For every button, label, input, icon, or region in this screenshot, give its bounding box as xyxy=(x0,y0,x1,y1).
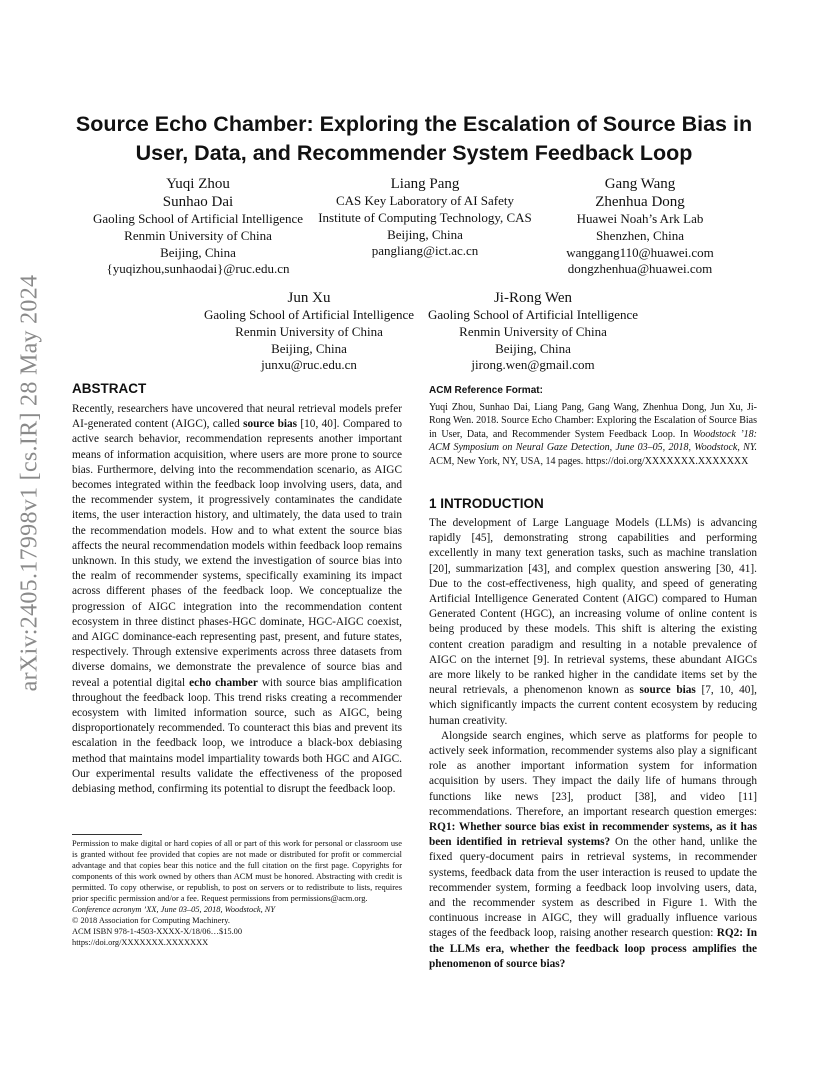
author-name: Ji-Rong Wen xyxy=(493,290,573,306)
arxiv-identifier-text: arXiv:2405.17998v1 [cs.IR] 28 May 2024 xyxy=(16,274,43,692)
acm-reference-format xyxy=(429,384,757,468)
author-email: pangliang@ict.ac.cn xyxy=(371,243,479,259)
author-location: Shenzhen, China xyxy=(595,227,685,243)
reference-venue: Woodstock ’18: ACM Symposium on Neural Gaze Detection, June 03–05, 2018, Woodstock, NY. xyxy=(429,428,757,453)
introduction-body xyxy=(429,516,757,972)
research-question-2: RQ2: In the LLMs era, whether the feedback loop process amplifies the phenomenon of source bias? xyxy=(429,927,758,970)
author-institution: Renmin University of China xyxy=(124,227,272,243)
echo-chamber-term: echo chamber xyxy=(189,676,258,689)
copyright-line: © 2018 Association for Computing Machinery. xyxy=(72,916,230,925)
source-bias-term: source bias xyxy=(243,418,298,431)
author-email: jirong.wen@gmail.com xyxy=(471,357,595,373)
author-location: Beijing, China xyxy=(495,340,571,356)
author-affiliation: Huawei Noah’s Ark Lab xyxy=(576,211,704,226)
author-name: Yuqi Zhou xyxy=(166,176,230,192)
introduction-paragraph-2 xyxy=(429,729,757,972)
author-location: Beijing, China xyxy=(387,226,463,242)
source-bias-term: source bias xyxy=(639,684,696,697)
author-block-wen xyxy=(420,289,646,374)
intro-text: [7, 10, 40], which significantly impacts the current content ecosystem by reducing human creativity. xyxy=(429,684,757,727)
intro-text: On the other hand, unlike the fixed query-document pairs in retrieval systems, in recommender systems, feedback data from the user interaction is reused to update the recommender system, forming a feedback loop involving users, data, and the recommender system as described in Figure 1. With the continuous increase in AIGC, they will gradually influence various stages of the feedback loop, raising another research question: xyxy=(429,836,757,940)
author-block-zhou-dai xyxy=(85,175,311,278)
author-email: wanggang110@huawei.com xyxy=(566,244,714,260)
research-question-1: RQ1: Whether source bias exist in recommender systems, as it has been identified in retrieval systems? xyxy=(429,821,757,849)
abstract-text: Recently, researchers have uncovered that neural retrieval models prefer AI-generated content (AIGC), called xyxy=(72,403,402,431)
abstract-paragraph xyxy=(72,402,402,797)
introduction-paragraph-1 xyxy=(429,516,757,729)
author-name: Sunhao Dai xyxy=(162,194,234,210)
intro-text: The development of Large Language Models (LLMs) is advancing rapidly [45], demonstrating strong capabilities and performing excellently in many text generation tasks, such as machine translation [20], summarization [43], and complex question answering [30, 41]. Due to the cost-effectiveness, high quality, and speed of generating Artificial Intelligence Generated Content (AIGC) compared to Human Generated Content (HGC), an increasing volume of online content is being produced by these models. This shift is altering the existing content creation paradigm and resulting in a notable prevalence of AIGC on the internet [9]. In retrieval systems, these abundant AIGCs are more likely to be ranked higher in the candidate items set by the neural retrievals, a phenomenon known as xyxy=(429,517,757,697)
author-name: Gang Wang xyxy=(604,176,676,192)
author-email: dongzhenhua@huawei.com xyxy=(567,261,713,277)
author-affiliation: Gaoling School of Artificial Intelligence xyxy=(427,307,639,322)
author-block-wang-dong xyxy=(545,175,735,278)
arxiv-identifier-stamp xyxy=(0,0,60,1072)
abstract-text: with source bias amplification throughout the feedback loop. This trend risks creating a recommender ecosystem with limited information source, such as AIGC, being disproportionately recommended. To counteract this bias and prevent its escalation in the feedback loop, we introduce a black-box debiasing method that maintains model impartiality towards both HGC and AIGC. Our experimental results validate the effectiveness of the proposed debiasing method, confirming its potential to disrupt the feedback loop. xyxy=(72,676,403,796)
author-institution: Institute of Computing Technology, CAS xyxy=(318,209,532,225)
abstract-body xyxy=(72,402,402,797)
abstract-text: [10, 40]. Compared to active search behavior, recommendation represents another important means of information acquisition, where users are more prone to source bias. Furthermore, delving into the recommendation scenario, as AIGC becomes integrated within the feedback loop involving users, data, and the recommender system, it progressively contaminates the candidate items, the user interaction history, and ultimately, the data used to train the recommendation models. How and to what extent the source bias affects the neural recommendation models within feedback loop remains unknown. In this study, we extend the investigation of source bias into the realm of recommender systems, specifically examining its impact across different phases of the feedback loop. We conceptualize the progression of AIGC integration into the recommendation content ecosystem in three distinct phases-HGC dominate, HGC-AIGC coexist, and AIGC dominance-each representing past, present, and future states, respectively. Through extensive experiments across three datasets from diverse domains, we demonstrate the prevalence of source bias and reveal a potential digital xyxy=(72,418,402,689)
author-email: {yuqizhou,sunhaodai}@ruc.edu.cn xyxy=(106,261,290,277)
introduction-heading: 1 INTRODUCTION xyxy=(429,496,544,511)
paper-title xyxy=(60,110,768,168)
author-block-xu xyxy=(196,289,422,374)
author-affiliation: CAS Key Laboratory of AI Safety xyxy=(336,193,514,208)
reference-text: Yuqi Zhou, Sunhao Dai, Liang Pang, Gang Wang, Zhenhua Dong, Jun Xu, Ji-Rong Wen. 2018. Source Echo Chamber: Exploring the Escalation of Source Bias in User, Data, and Recommender System Feedback Loop. In xyxy=(429,401,757,440)
abstract-heading: ABSTRACT xyxy=(72,381,147,396)
author-affiliation: Gaoling School of Artificial Intelligence xyxy=(92,211,304,226)
author-name: Zhenhua Dong xyxy=(595,194,685,210)
reference-text: ACM, New York, NY, USA, 14 pages. https://doi.org/XXXXXXX.XXXXXXX xyxy=(429,455,749,467)
author-affiliation: Gaoling School of Artificial Intelligence xyxy=(203,307,415,322)
author-block-pang xyxy=(310,175,540,260)
reference-format-text xyxy=(429,401,757,469)
author-institution: Renmin University of China xyxy=(459,323,607,339)
author-location: Beijing, China xyxy=(160,244,236,260)
intro-text: Alongside search engines, which serve as platforms for people to actively seek information, recommender systems also play a significant role as another important information system for information acquisition by users. They impact the daily life of humans through functions like news [23], product [38], and video [11] recommendations. Therefore, an important research question emerges: xyxy=(429,729,757,818)
paper-title-line-1: Source Echo Chamber: Exploring the Escalation of Source Bias in xyxy=(75,112,753,136)
copyright-footnote xyxy=(72,838,402,948)
conference-line: Conference acronym ’XX, June 03–05, 2018, Woodstock, NY xyxy=(72,905,276,914)
doi-line: https://doi.org/XXXXXXX.XXXXXXX xyxy=(72,938,209,947)
author-email: junxu@ruc.edu.cn xyxy=(261,357,357,373)
author-institution: Renmin University of China xyxy=(235,323,383,339)
isbn-line: ACM ISBN 978-1-4503-XXXX-X/18/06…$15.00 xyxy=(72,927,243,936)
footnote-divider xyxy=(72,834,142,835)
paper-title-line-2: User, Data, and Recommender System Feedback Loop xyxy=(135,141,693,165)
author-name: Jun Xu xyxy=(287,290,331,306)
permission-notice: Permission to make digital or hard copies of all or part of this work for personal or classroom use is granted without fee provided that copies are not made or distributed for profit or commercial advantage and that copies bear this notice and the full citation on the first page. Copyrights for components of this work owned by others than ACM must be honored. Abstracting with credit is permitted. To copy otherwise, or republish, to post on servers or to redistribute to lists, requires prior specific permission and/or a fee. Request permissions from permissions@acm.org. xyxy=(72,839,402,903)
author-name: Liang Pang xyxy=(390,176,460,192)
reference-format-heading: ACM Reference Format: xyxy=(429,385,543,396)
author-location: Beijing, China xyxy=(271,340,347,356)
